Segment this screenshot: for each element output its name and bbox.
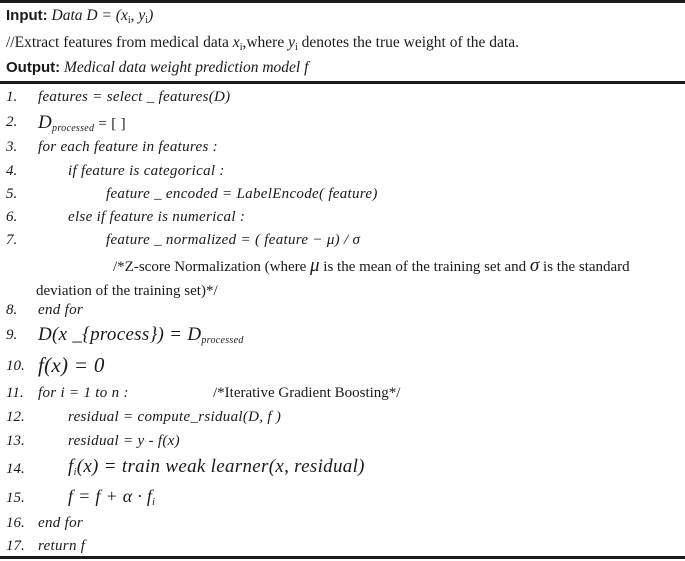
- input-mid: , y: [130, 7, 146, 24]
- comment-pre: //Extract features from medical data: [6, 34, 229, 51]
- code-main: f = f + α · f: [68, 486, 153, 506]
- code-line: for each feature in features :: [38, 139, 218, 155]
- code-line: [68, 486, 155, 508]
- mu-symbol: μ: [310, 255, 320, 276]
- code-line: end for: [38, 302, 84, 318]
- code-line: feature _ normalized = ( feature − μ) / σ: [106, 232, 361, 248]
- code-sub: processed: [52, 123, 95, 134]
- code-line: [38, 324, 244, 346]
- code-line: [68, 456, 365, 478]
- code-sub: i: [152, 497, 156, 508]
- code-line: residual = y - f(x): [68, 433, 180, 449]
- code-line: if feature is categorical :: [68, 163, 225, 179]
- comment-y: y: [288, 34, 295, 51]
- zscore-comment-line2: deviation of the training set)*/: [36, 283, 218, 299]
- output-text: Medical data weight prediction model f: [64, 59, 309, 76]
- bottom-rule: [0, 556, 685, 559]
- comment-sub: i: [239, 42, 243, 53]
- line-number: 4.: [6, 163, 18, 179]
- input-label: Input:: [6, 7, 48, 24]
- comment-sub2: i: [294, 42, 298, 53]
- output-line: [6, 59, 308, 77]
- line-number: 17.: [6, 538, 25, 554]
- zscore-comment: [113, 255, 630, 277]
- line-number: 16.: [6, 515, 25, 531]
- code-line: return f: [38, 538, 86, 554]
- code-line: f(x) = 0: [38, 353, 105, 377]
- output-label: Output:: [6, 59, 61, 76]
- zscore-pre: /*Z-score Normalization (where: [113, 259, 307, 275]
- line-number: 15.: [6, 490, 25, 506]
- zscore-post: is the standard: [543, 259, 630, 275]
- code-line: end for: [38, 515, 84, 531]
- line-number: 5.: [6, 186, 18, 202]
- line-number: 13.: [6, 433, 25, 449]
- input-sub-i: i: [127, 15, 131, 26]
- line-number: 6.: [6, 209, 18, 225]
- line-number: 2.: [6, 114, 18, 130]
- code-line: else if feature is numerical :: [68, 209, 246, 225]
- sigma-symbol: σ: [529, 255, 540, 276]
- input-line: [6, 7, 153, 26]
- line-number: 8.: [6, 302, 18, 318]
- comment-post: denotes the true weight of the data.: [301, 34, 519, 51]
- code-line: for i = 1 to n :: [38, 385, 129, 401]
- code-sub: i: [73, 467, 77, 478]
- boosting-comment: /*Iterative Gradient Boosting*/: [213, 385, 401, 401]
- zscore-mid: is the mean of the training set and: [323, 259, 527, 275]
- line-number: 1.: [6, 89, 18, 105]
- code-line: [38, 112, 126, 134]
- code-line: residual = compute_rsidual(D, f ): [68, 409, 282, 425]
- input-close: ): [148, 7, 154, 24]
- line-number: 10.: [6, 358, 25, 374]
- code-line: features = select _ features(D): [38, 89, 231, 105]
- input-text: Data D = (x: [51, 7, 128, 24]
- code-main: f: [68, 456, 74, 477]
- line-number: 9.: [6, 327, 18, 343]
- code-sub: processed: [201, 335, 244, 346]
- code-main: D(x _{process}) = D: [38, 324, 202, 345]
- line-number: 12.: [6, 409, 25, 425]
- line-number: 14.: [6, 461, 25, 477]
- code-tail: (x) = train weak learner(x, residual): [76, 456, 365, 477]
- code-line: feature _ encoded = LabelEncode( feature): [106, 186, 378, 202]
- line-number: 11.: [6, 385, 24, 401]
- input-sub-i2: i: [145, 15, 149, 26]
- code-main: D: [38, 112, 53, 133]
- comment-mid: ,where: [242, 34, 285, 51]
- data-comment-line: [6, 34, 519, 53]
- comment-x: x: [232, 34, 240, 51]
- top-rule: [0, 0, 685, 3]
- line-number: 7.: [6, 232, 18, 248]
- code-tail: = [ ]: [94, 116, 126, 132]
- line-number: 3.: [6, 139, 18, 155]
- header-rule: [0, 81, 685, 84]
